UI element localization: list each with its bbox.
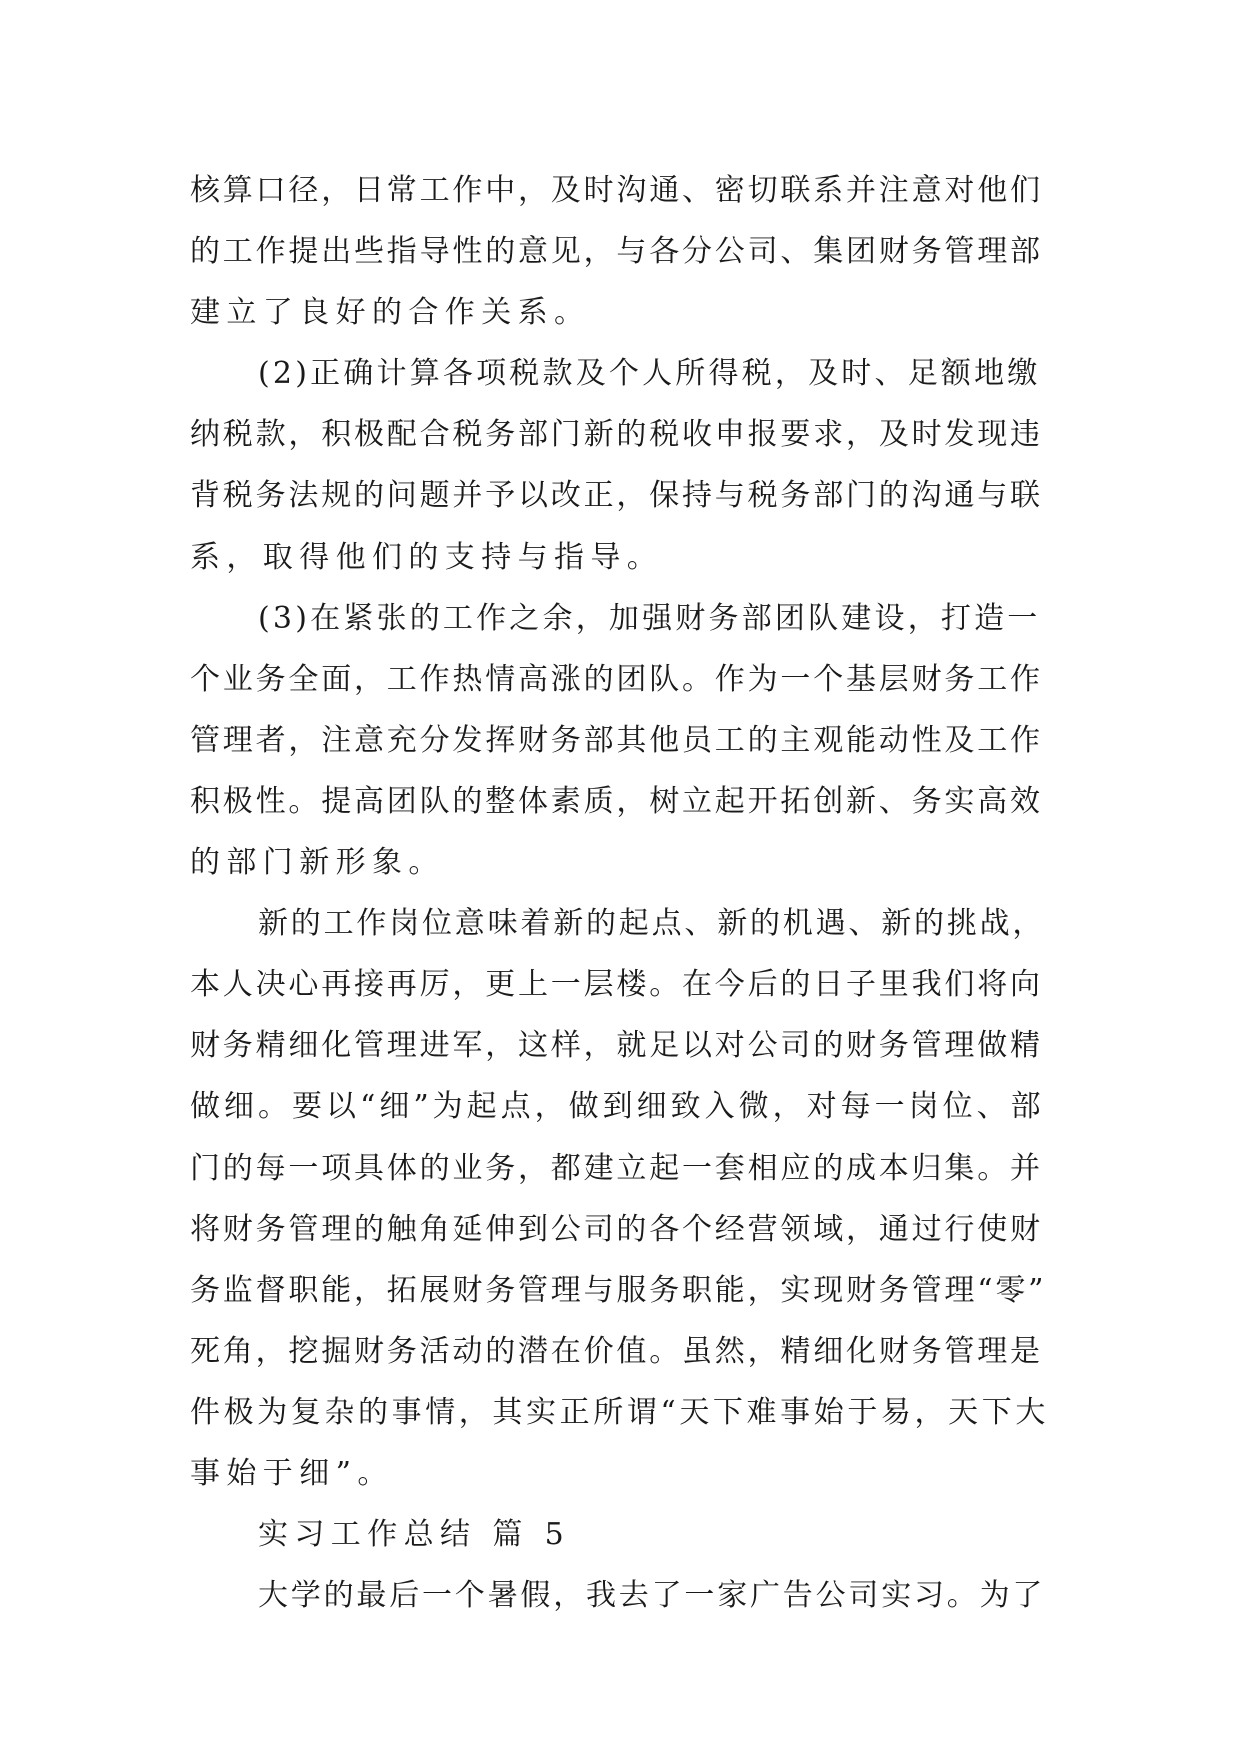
text-line: 大学的最后一个暑假，我去了一家广告公司实习。为了 [258, 1578, 1046, 1614]
text-line: (2)正确计算各项税款及个人所得税，及时、足额地缴 [258, 356, 1041, 392]
text-line: 财务精细化管理进军，这样，就足以对公司的财务管理做精 [190, 1028, 1043, 1064]
text-line: 本人决心再接再厉，更上一层楼。在今后的日子里我们将向 [190, 967, 1043, 1003]
text-line: 务监督职能，拓展财务管理与服务职能，实现财务管理“零” [190, 1272, 1047, 1308]
text-line: 做细。要以“细”为起点，做到细致入微，对每一岗位、部 [190, 1089, 1045, 1125]
text-line: (3)在紧张的工作之余，加强财务部团队建设，打造一 [258, 600, 1041, 636]
text-line: 门的每一项具体的业务，都建立起一套相应的成本归集。并 [190, 1150, 1043, 1186]
document-body [190, 160, 1050, 1626]
text-line: 死角，挖掘财务活动的潜在价值。虽然，精细化财务管理是 [190, 1333, 1043, 1369]
text-line: 事始于细”。 [190, 1455, 394, 1491]
text-line: 积极性。提高团队的整体素质，树立起开拓创新、务实高效 [190, 783, 1043, 819]
text-line: 纳税款，积极配合税务部门新的税收申报要求，及时发现违 [190, 417, 1043, 453]
text-line: 核算口径，日常工作中，及时沟通、密切联系并注意对他们 [190, 173, 1043, 208]
text-line: 管理者，注意充分发挥财务部其他员工的主观能动性及工作 [190, 722, 1043, 758]
text-line: 新的工作岗位意味着新的起点、新的机遇、新的挑战， [258, 906, 1046, 942]
text-line: 件极为复杂的事情，其实正所谓“天下难事始于易，天下大 [190, 1394, 1049, 1430]
text-line: 背税务法规的问题并予以改正，保持与税务部门的沟通与联 [190, 478, 1043, 514]
text-line: 将财务管理的触角延伸到公司的各个经营领域，通过行使财 [190, 1211, 1043, 1247]
text-line: 的部门新形象。 [190, 845, 445, 881]
section-heading: 实习工作总结 篇 5 [258, 1517, 571, 1553]
text-line: 个业务全面，工作热情高涨的团队。作为一个基层财务工作 [190, 661, 1043, 697]
text-line: 系，取得他们的支持与指导。 [190, 539, 664, 575]
text-line: 的工作提出些指导性的意见，与各分公司、集团财务管理部 [190, 234, 1043, 270]
text-line: 建立了良好的合作关系。 [190, 295, 591, 331]
